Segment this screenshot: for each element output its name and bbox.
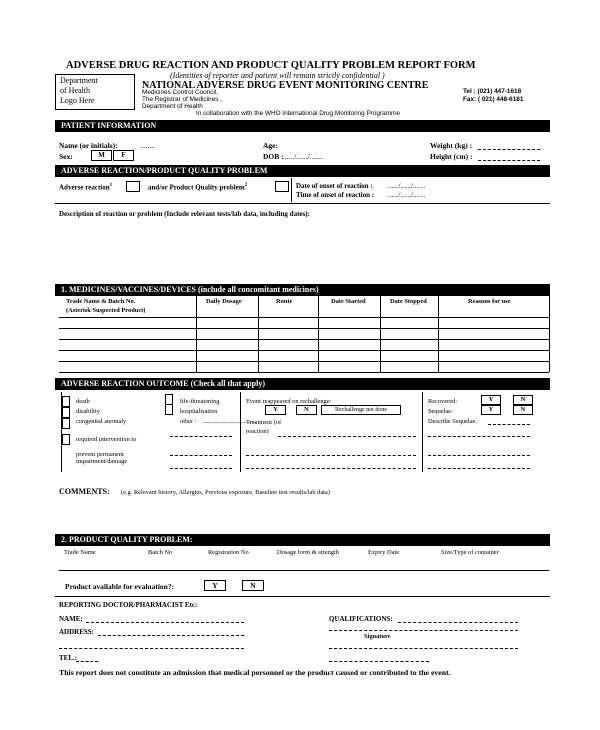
- med-col-route: Route: [276, 298, 293, 305]
- other-line-2[interactable]: [170, 455, 232, 456]
- recovered-label: Recovered:: [428, 398, 458, 405]
- describe-sequelae-field-3[interactable]: [428, 455, 530, 456]
- logo-line-3: Logo Here: [60, 96, 95, 105]
- outcome-header: ADVERSE REACTION OUTCOME (Check all that apply): [55, 378, 550, 390]
- reporter-address-field-2[interactable]: [59, 648, 244, 649]
- logo-line-2: of Health: [60, 86, 90, 95]
- quality-problem-label: [148, 183, 247, 191]
- centre-address-2: The Registrar of Medicines ,: [142, 96, 222, 103]
- pq-col-registration-no: Registration No: [208, 549, 249, 556]
- reporter-tel-field[interactable]: [76, 661, 98, 662]
- med-suspected-note: (Asterisk Suspected Product): [66, 307, 146, 314]
- congenital-anomaly-checkbox[interactable]: [62, 418, 70, 429]
- patient-information-header: PATIENT INFORMATION: [55, 120, 550, 132]
- pq-col-container: Size/Type of container: [441, 549, 499, 556]
- hospitalisation-label: hospitalisation: [180, 408, 218, 415]
- adverse-reaction-text: Adverse reaction: [59, 183, 110, 192]
- adverse-reaction-checkbox[interactable]: [126, 181, 140, 192]
- rechallenge-not-done-box[interactable]: Rechallenge not done: [321, 405, 401, 415]
- other-field[interactable]: ..................................: [202, 418, 257, 425]
- med-grid-v6: [549, 296, 550, 372]
- quality-problem-checkbox[interactable]: [275, 181, 289, 192]
- med-row-line-5[interactable]: [59, 361, 549, 362]
- med-row-line-3[interactable]: [59, 339, 549, 340]
- centre-collaboration: In collaboration with the WHO International Drug Monitoring Programme: [196, 110, 400, 117]
- impairment-label: impairment/damage: [76, 458, 128, 465]
- life-threatening-label: life-threatening: [180, 398, 220, 405]
- product-quality-header: 2. PRODUCT QUALITY PROBLEM:: [55, 534, 550, 546]
- patient-dob-field[interactable]: ....../....../.......: [283, 152, 323, 161]
- disability-label: disability: [76, 408, 100, 415]
- describe-sequelae-field-2[interactable]: [428, 436, 530, 437]
- med-row-line-6[interactable]: [59, 372, 549, 373]
- patient-name-field[interactable]: ........: [140, 141, 155, 150]
- patient-dob-label: DOB :: [263, 152, 284, 161]
- signature-label: Signature: [364, 633, 391, 640]
- sex-f-box[interactable]: F: [113, 150, 134, 161]
- description-area[interactable]: [55, 220, 550, 278]
- congenital-anomaly-label: congenital anomaly: [76, 418, 127, 425]
- required-intervention-label: required intervention to: [76, 436, 137, 443]
- treatment-label-1: Treatment (of: [246, 419, 282, 426]
- reporter-address-field-1[interactable]: [98, 635, 244, 636]
- sex-m-box[interactable]: M: [91, 150, 112, 161]
- pq-col-expiry-date: Expiry Date: [368, 549, 400, 556]
- patient-sex-label: Sex:: [59, 152, 73, 161]
- death-checkbox[interactable]: [62, 396, 70, 407]
- reporter-name-field[interactable]: [86, 622, 244, 623]
- death-label: death: [76, 398, 90, 405]
- other-label: other :: [180, 418, 197, 425]
- patient-weight-field[interactable]: [478, 149, 540, 150]
- reaction-separator: [55, 203, 550, 204]
- recovered-y-box[interactable]: Y: [481, 395, 501, 405]
- sequelae-n-box[interactable]: N: [513, 405, 533, 415]
- sequelae-y-box[interactable]: Y: [481, 405, 501, 415]
- reporter-extra-line-2[interactable]: [329, 661, 429, 662]
- pq-row-line[interactable]: [59, 570, 549, 571]
- product-available-n-box[interactable]: N: [242, 580, 264, 591]
- onset-date-label: Date of onset of reaction :: [296, 182, 373, 190]
- outcome-col4-border: [422, 392, 423, 472]
- comments-label: COMMENTS:: [59, 487, 110, 496]
- signature-line[interactable]: [329, 630, 518, 631]
- other-line-1[interactable]: [170, 436, 232, 437]
- product-available-y-box[interactable]: Y: [204, 580, 226, 591]
- qualifications-label: QUALIFICATIONS:: [329, 615, 393, 623]
- centre-address-3: Department of Health: [142, 103, 203, 110]
- comments-note: (e.g. Relevant history, Allergies, Previous exposure, Baseline test results/lab data): [121, 489, 330, 496]
- centre-tel: Tel : (021) 447-1618: [463, 88, 522, 95]
- disclaimer: This report does not constitute an admission that medical personnel or the product caused or contributed to the event.: [59, 668, 451, 677]
- med-col-trade-name: Trade Name & Batch No.: [66, 298, 136, 305]
- form-title: ADVERSE DRUG REACTION AND PRODUCT QUALITY PROBLEM REPORT FORM: [66, 60, 476, 71]
- med-col-daily-dosage: Daily Dosage: [206, 298, 242, 305]
- required-intervention-checkbox[interactable]: [62, 434, 70, 445]
- patient-name-label: Name (or initials):: [59, 141, 118, 150]
- med-col-date-stopped: Date Stopped: [390, 298, 427, 305]
- sequelae-label: Sequelae:: [428, 408, 453, 415]
- reaction-divider: [291, 178, 292, 202]
- logo-box: [55, 74, 135, 110]
- quality-problem-text: and/or Product Quality problem: [148, 183, 245, 192]
- quality-problem-sup: 2: [244, 183, 248, 188]
- describe-sequelae-field-1[interactable]: [488, 424, 530, 425]
- med-col-reasons: Reasons for use: [468, 298, 511, 305]
- describe-sequelae-field-4[interactable]: [428, 468, 530, 469]
- reporter-tel-label: TEL.:: [59, 654, 78, 662]
- reporter-extra-line-1[interactable]: [329, 648, 518, 649]
- description-label: Description of reaction or problem (Include relevant tests/lab data, including dates):: [59, 210, 310, 218]
- patient-age-label: Age:: [263, 141, 278, 150]
- treatment-field-2[interactable]: [246, 455, 416, 456]
- reporter-name-label: NAME:: [59, 615, 83, 623]
- adverse-reaction-sup: 1: [109, 183, 113, 188]
- centre-fax: Fax: ( 021) 448-6181: [463, 96, 524, 103]
- outcome-col3-border: [240, 392, 241, 472]
- onset-time-label: Time of onset of reaction :: [296, 191, 375, 199]
- patient-height-label: Height (cm) :: [430, 152, 473, 161]
- rechallenge-y-box[interactable]: Y: [265, 405, 286, 415]
- pq-col-trade-name: Trade Name: [64, 549, 96, 556]
- adverse-reaction-label: [59, 183, 112, 191]
- reporter-address-label: ADDRESS:: [59, 628, 95, 636]
- describe-sequelae-label: Describe Sequelae:: [428, 418, 478, 425]
- patient-weight-label: Weight (kg) :: [430, 141, 473, 150]
- product-available-label: Product available for evaluation?:: [65, 582, 175, 591]
- adverse-reaction-header: ADVERSE REACTION/PRODUCT QUALITY PROBLEM: [55, 165, 550, 177]
- hospitalisation-checkbox[interactable]: [165, 404, 173, 415]
- rechallenge-n-box[interactable]: N: [296, 405, 317, 415]
- med-row-line-2[interactable]: [59, 328, 549, 329]
- med-row-line-1[interactable]: [59, 317, 549, 318]
- form-subtitle: (Identities of reporter and patient will remain strictly confidential ): [170, 71, 385, 80]
- rechallenge-label: Event reappeared on rechallenge:: [246, 398, 332, 405]
- treatment-field-1[interactable]: [278, 436, 416, 437]
- recovered-n-box[interactable]: N: [513, 395, 533, 405]
- quality-separator: [55, 596, 550, 597]
- centre-name: NATIONAL ADVERSE DRUG EVENT MONITORING CENTRE: [142, 80, 429, 91]
- comments-area[interactable]: [55, 498, 550, 528]
- prevent-permanent-label: prevent permanent: [76, 451, 124, 458]
- treatment-label-2: reaction): [246, 428, 269, 435]
- patient-height-field[interactable]: [478, 160, 540, 161]
- onset-date-field[interactable]: ....../....../.......: [388, 182, 426, 190]
- onset-time-field[interactable]: ....../....../.......: [388, 191, 426, 199]
- disability-checkbox[interactable]: [62, 407, 70, 418]
- logo-line-1: Department: [60, 76, 98, 85]
- qualifications-field[interactable]: [398, 622, 518, 623]
- centre-address-1: Medicines Control Council,: [142, 89, 219, 96]
- other-line-3[interactable]: [170, 468, 232, 469]
- med-row-line-4[interactable]: [59, 350, 549, 351]
- treatment-field-3[interactable]: [246, 468, 416, 469]
- pq-col-dosage-form: Dosage form & strength: [277, 549, 339, 556]
- med-col-date-started: Date Started: [331, 298, 366, 305]
- medicines-header: 1. MEDICINES/VACCINES/DEVICES (include all concomitant medicines): [55, 284, 550, 296]
- reporter-header: REPORTING DOCTOR/PHARMACIST Etc:: [59, 601, 198, 609]
- pq-col-batch-no: Batch No: [148, 549, 173, 556]
